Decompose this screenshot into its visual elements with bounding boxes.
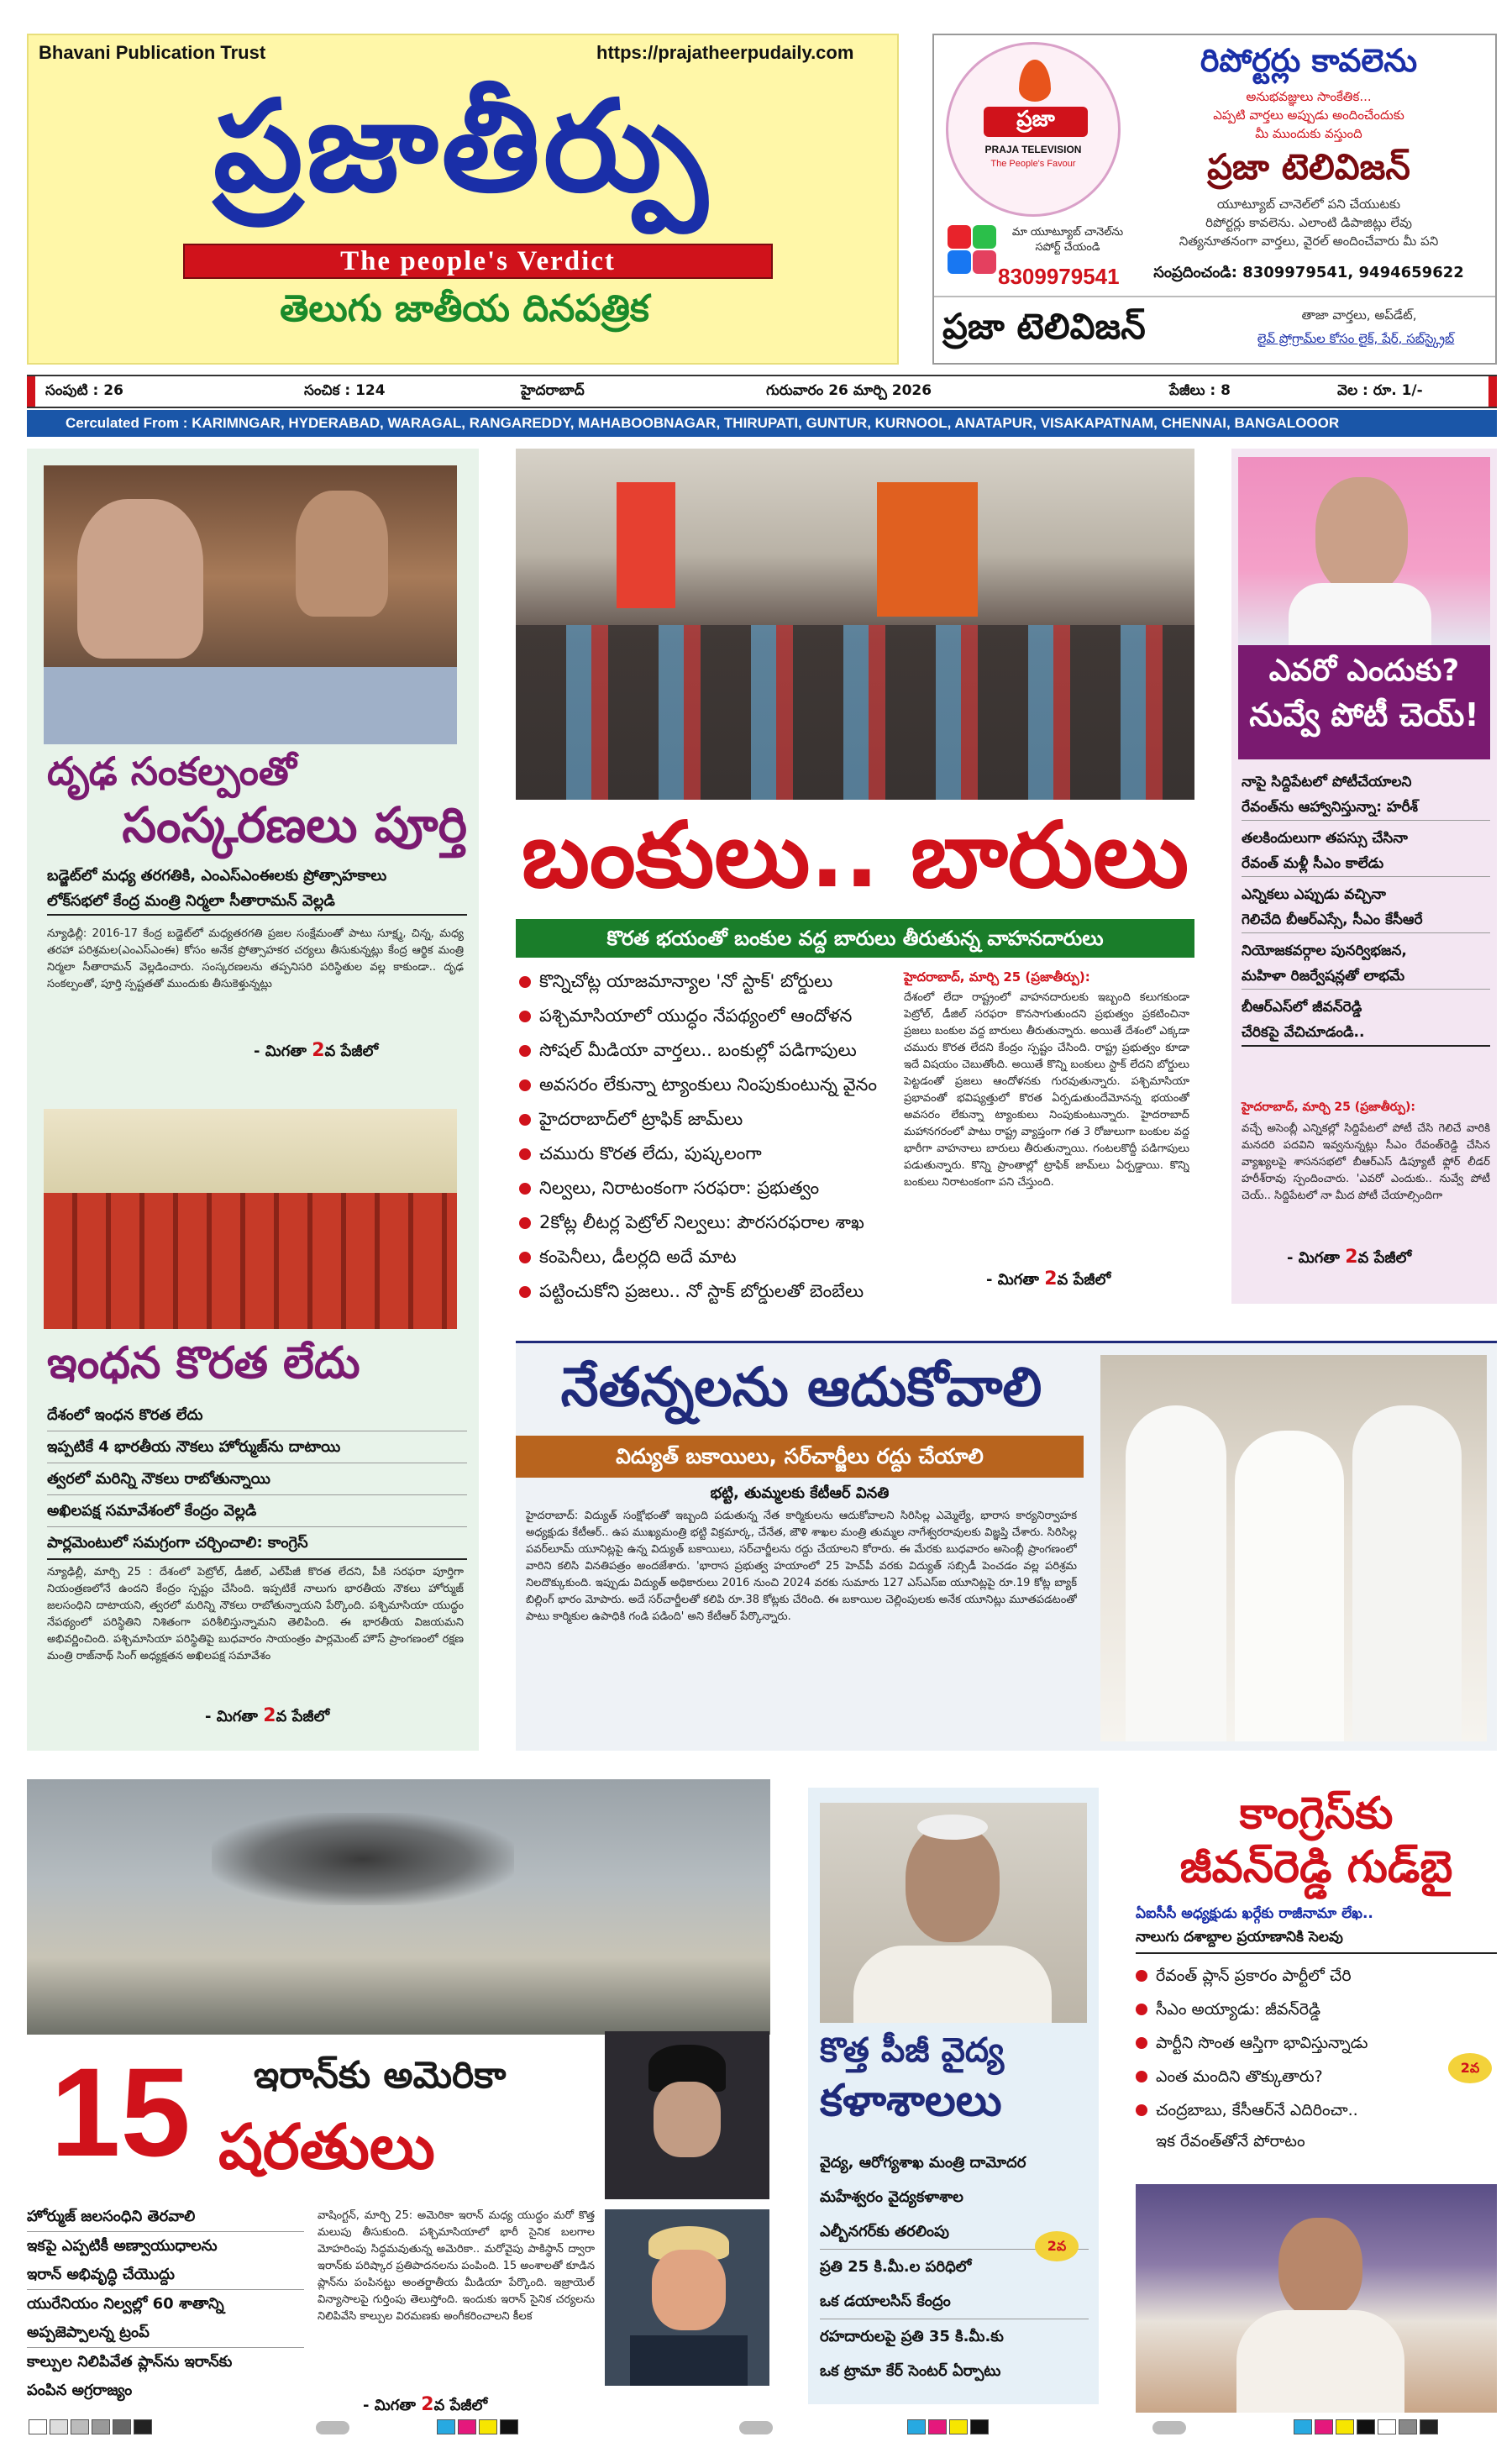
- lead-bullet: [519, 964, 889, 999]
- reg-square: [437, 2419, 455, 2434]
- lead-bullet-text: కొన్నిచోట్ల యాజమాన్యాల 'నో స్టాక్' బోర్డులు: [539, 971, 833, 991]
- youtube-icon: [948, 225, 971, 249]
- ad-headline: రిపోర్టర్లు కావలెను: [1200, 42, 1418, 79]
- circulation-text: Cerculated From : KARIMNGAR, HYDERABAD, WARAGAL, RANGAREDDY, MAHABOOBNAGAR, THIRUPATI, GUNTUR, KURNOOL, ANATAPUR, VISAKAPATNAM, CHENNAI, BANGALOOOR: [66, 415, 1340, 431]
- continued-suffix: వ పేజీలో: [276, 1708, 330, 1725]
- reg-square: [928, 2419, 947, 2434]
- shirt: [853, 1946, 1052, 2023]
- story5-sub: కాల్పుల నిలిపివేత ప్లాన్‌ను ఇరాన్‌కు: [27, 2353, 233, 2371]
- bullet-dot-icon: [519, 1286, 531, 1298]
- ad-lines: [1132, 87, 1485, 143]
- ad-support: మా యూట్యూబ్ చానెల్‌ను సపోర్ట్ చేయండి: [1011, 226, 1124, 254]
- continued-suffix: వ పేజీలో: [433, 2397, 488, 2414]
- ad-line: యూట్యూబ్ చానెల్‌లో పని చేయుటకు: [1216, 197, 1401, 212]
- ad-line: ఎప్పటి వార్తలు అప్పుడు అందించేందుకు: [1213, 108, 1404, 123]
- cylinder-rows: [44, 1193, 457, 1329]
- logo-tag: The People's Favour: [990, 159, 1076, 169]
- lead-bullets: [519, 964, 889, 1309]
- continued-num: 2: [1345, 1247, 1358, 1268]
- story7-bullet: [1136, 1993, 1497, 2026]
- publisher-name: Bhavani Publication Trust: [39, 42, 266, 63]
- story7-bullet-text: ఎంత మందిని తొక్కుతారు?: [1156, 2067, 1323, 2086]
- story6-line: ఒక డయాలసిస్ కేంద్రం: [820, 2284, 1089, 2319]
- lead-bullet-text: హైదరాబాద్‌లో ట్రాఫిక్ జామ్‌లు: [539, 1109, 743, 1129]
- lead-bullet-text: నిల్వలు, నిరాటంకంగా సరఫరా: ప్రభుత్వం: [539, 1178, 820, 1198]
- lead-bullet-text: కంపెనీలు, డీలర్లది అదే మాట: [539, 1247, 737, 1267]
- story6-line: వైద్య, ఆరోగ్యశాఖ మంత్రి దామోదర: [820, 2154, 1026, 2172]
- continued-prefix: - మిగతా: [205, 1708, 258, 1725]
- lead-bullet-text: చమురు కొరత లేదు, పుష్కలంగా: [539, 1143, 762, 1163]
- lead-title: బంకులు.. బారులు: [521, 803, 1189, 908]
- bullet-dot-icon: [1136, 2071, 1147, 2082]
- instagram-icon: [973, 250, 996, 274]
- story4-banner-text: విద్యుత్ బకాయిలు, సర్‌చార్జీలు రద్దు చేయాలి: [616, 1444, 984, 1468]
- story7-sub-2: నాలుగు దశాబ్దాల ప్రయాణానికి సెలవు: [1136, 1929, 1497, 1954]
- reg-square: [1399, 2419, 1417, 2434]
- ad-bottom-brand: ప్రజా టెలివిజన్: [942, 306, 1146, 347]
- story3-body: వచ్చే అసెంబ్లీ ఎన్నికల్లో సిద్దిపేటలో పోటీ చేసి గెలిచే వారికి మనదరి పదవిని ఇవ్వనున్నట్లు సీఎం రేవంత్‌రెడ్డి చేసిన వ్యాఖ్యలపై శాసనసభలో బీఆర్‌ఎస్ డిప్యూటీ ఫ్లోర్ లీడర్ హరీశ్‌రావు స్పందించారు. 'ఎవరో ఎందుకు.. నువ్వే పోటీ చెయ్.. సిద్దిపేటలో నా మీద పోటీ చేయాల్సిందిగా: [1242, 1122, 1490, 1202]
- story5-number: 15: [50, 2041, 191, 2182]
- figure-official: [296, 491, 388, 617]
- reg-square: [92, 2419, 110, 2434]
- smoke-plume: [212, 1813, 514, 1905]
- lead-bullet-text: పట్టించుకోని ప్రజలు.. నో స్టాక్ బోర్డులతో బెంబేలు: [539, 1281, 864, 1301]
- story5-kicker: ఇరాన్‌కు అమెరికా: [254, 2054, 507, 2097]
- dateline-accent-left: [27, 376, 35, 407]
- photo-harish-rao: [1238, 457, 1490, 645]
- story1-sub: లోక్‌సభలో కేంద్ర మంత్రి నిర్మలా సీతారామన్ వెల్లడి: [47, 889, 467, 916]
- story2-sub: పార్లమెంటులో సమగ్రంగా చర్చించాలి: కాంగ్రెస్: [47, 1527, 467, 1560]
- ad-line: రిపోర్టర్లు కావలెను. ఎలాంటి డిపాజిట్లు లేవు: [1205, 215, 1412, 230]
- story3-sub: మహిళా రిజర్వేషన్లతో లాభమే: [1242, 964, 1490, 990]
- story6-title-2: కళాశాలలు: [820, 2076, 1002, 2126]
- story7-bullets: [1136, 1959, 1497, 2156]
- tagline-telugu: తెలుగు జాతీయ దినపత్రిక: [280, 287, 649, 330]
- desk-band: [44, 667, 457, 744]
- reg-square: [1294, 2419, 1312, 2434]
- registration-dot: [739, 2421, 773, 2434]
- masthead: [27, 34, 899, 365]
- reg-square: [458, 2419, 476, 2434]
- photo-trump: [605, 2209, 769, 2386]
- reg-square: [134, 2419, 152, 2434]
- crowd-riders: [516, 625, 1194, 800]
- story7-title-1: కాంగ్రెస్‌కు: [1239, 1788, 1394, 1839]
- story4-title: నేతన్నలను ఆదుకోవాలి: [560, 1357, 1042, 1419]
- photo-gas-cylinders: [44, 1109, 457, 1329]
- ad-bottom-right-1: తాజా వార్తలు, అప్‌డేట్,: [1301, 307, 1417, 323]
- lead-bullet-text: అవసరం లేకున్నా ట్యాంకులు నింపుకుంటున్న వైనం: [539, 1074, 878, 1095]
- story5-sub: పంపిన అగ్రరాజ్యం: [27, 2382, 133, 2399]
- figure-center: [1235, 1431, 1344, 1741]
- whatsapp-icon: [973, 225, 996, 249]
- lead-bullet: [519, 999, 889, 1033]
- continued-prefix: - మిగతా: [363, 2397, 416, 2414]
- reg-square: [71, 2419, 89, 2434]
- story6-line: రహదారులపై ప్రతి 35 కి.మీ.కు: [820, 2328, 1004, 2345]
- photo-nirmala-sitharaman: [44, 465, 457, 744]
- story2-sub: ఇప్పటికే 4 భారతీయ నౌకలు హోర్ముజ్‌ను దాటాయి: [47, 1431, 467, 1463]
- lead-bullet: [519, 1068, 889, 1102]
- story3-sub: గెలిచేది బీఆర్‌ఎస్సే, సీఎం కేసీఆరే: [1242, 907, 1490, 933]
- story7-bullet-text: ఇక రేవంత్‌తోనే పోరాటం: [1156, 2132, 1305, 2151]
- story2-subs: [47, 1400, 467, 1560]
- newspaper-title: ప్రజాతీర్పు: [213, 74, 711, 220]
- story5-sub: ఇకపై ఎప్పటికీ అణ్వాయుధాలను: [27, 2237, 218, 2255]
- lead-bullet: [519, 1102, 889, 1137]
- page-count: పేజీలు : 8: [1169, 382, 1231, 399]
- bullet-dot-icon: [1136, 2004, 1147, 2015]
- continued-num: 2: [1044, 1268, 1058, 1289]
- story1-title-2: సంస్కరణలు పూర్తి: [122, 796, 467, 853]
- story3-sub: చేరికపై వేచిచూడండి..: [1242, 1020, 1490, 1047]
- bullet-dot-icon: [519, 1183, 531, 1195]
- story6-line: ఎల్బీనగర్‌కు తరలింపు: [820, 2214, 1089, 2250]
- photo-damodara: [820, 1803, 1087, 2023]
- circulation-bar: [27, 410, 1497, 437]
- story6-line: ఒక ట్రామా కేర్ సెంటర్ ఏర్పాటు: [820, 2362, 1001, 2380]
- logo-brand: ప్రజా: [984, 107, 1088, 137]
- story3-sub: ఎన్నికలు ఎప్పుడు వచ్చినా: [1242, 886, 1386, 903]
- story7-bullet: [1136, 1959, 1497, 1993]
- story3-sub: తలకిందులుగా తపస్సు చేసినా: [1242, 830, 1408, 847]
- bullet-dot-icon: [519, 1217, 531, 1229]
- lead-banner-text: కొరత భయంతో బంకుల వద్ద బారులు తీరుతున్న వాహనదారులు: [606, 927, 1104, 950]
- photo-petrol-bunk-queue: [516, 449, 1194, 800]
- bullet-dot-icon: [1136, 2104, 1147, 2116]
- story3-sub: రేవంత్‌ను ఆహ్వానిస్తున్నా: హరీశ్: [1242, 795, 1490, 821]
- story1-continued: [254, 1040, 378, 1064]
- ad-line: మీ ముందుకు వస్తుంది: [1255, 126, 1362, 141]
- story3-title-2: నువ్వే పోటీ చెయ్!: [1249, 696, 1479, 733]
- story5-sub: హోర్ముజ్ జలసంధిని తెరవాలి: [27, 2203, 304, 2232]
- ad-phone[interactable]: 8309979541: [998, 264, 1120, 289]
- continued-suffix: వ పేజీలో: [1357, 1249, 1412, 1267]
- reg-square: [1378, 2419, 1396, 2434]
- reg-square: [113, 2419, 131, 2434]
- issue: సంచిక : 124: [304, 382, 386, 399]
- lead-bullet: [519, 1137, 889, 1171]
- registration-dot: [1152, 2421, 1186, 2434]
- story6-page-ref: 2వ: [1047, 2238, 1067, 2254]
- face: [652, 2250, 726, 2330]
- reporter-ad: [932, 34, 1497, 365]
- story3-subs: [1242, 769, 1490, 1047]
- registration-marks-right: [1294, 2419, 1441, 2438]
- story6-line: మహేశ్వరం వైద్యకళాశాల: [820, 2188, 963, 2206]
- story5-subs: [27, 2203, 304, 2405]
- story7-page-ref: 2వ: [1460, 2060, 1480, 2076]
- continued-suffix: వ పేజీలో: [324, 1043, 379, 1060]
- story5-sub: ఇరాన్ అభివృద్ధి చేయొద్దు: [27, 2261, 304, 2290]
- reg-square: [500, 2419, 518, 2434]
- figure-speaker: [77, 499, 203, 659]
- figure-shirt: [1289, 583, 1431, 645]
- registration-dot: [316, 2421, 349, 2434]
- figure-harish: [1315, 477, 1408, 595]
- dateline-bar: [27, 375, 1497, 408]
- reg-square: [29, 2419, 47, 2434]
- lead-bullet: [519, 1171, 889, 1205]
- lead-bullet: [519, 1033, 889, 1068]
- story3-sub: బీఆర్‌ఎస్‌లో జీవన్‌రెడ్డి: [1242, 999, 1362, 1016]
- continued-prefix: - మిగతా: [1287, 1249, 1340, 1267]
- bullet-dot-icon: [519, 1011, 531, 1022]
- story7-title-2: జీవన్‌రెడ్డి గుడ్‌బై: [1179, 1842, 1453, 1893]
- ad-brand-name: ప్రజా టెలివిజన్: [1207, 146, 1410, 187]
- dateline-accent-right: [1488, 376, 1497, 407]
- bullet-dot-icon: [1136, 2037, 1147, 2049]
- bullet-dot-icon: [519, 1079, 531, 1091]
- registration-marks-cmyk-1: [437, 2419, 521, 2438]
- story2-title: ఇంధన కొరత లేదు: [47, 1338, 360, 1389]
- story3-dateline: హైదరాబాద్, మార్చి 25 (ప్రజాతీర్పు):: [1242, 1100, 1415, 1114]
- story7-bullet-text: రేవంత్ ప్లాన్ ప్రకారం పార్టీలో చేరి: [1156, 1967, 1352, 1985]
- reg-square: [1336, 2419, 1354, 2434]
- story7-bullet: [1136, 2093, 1497, 2127]
- photo-iran-leader: [605, 2031, 769, 2199]
- story-fuel-shortage: [27, 1094, 479, 1751]
- story4-sub: భట్టి, తుమ్మలకు కేటీఆర్ వినతి: [710, 1484, 890, 1502]
- lead-bullet: [519, 1240, 889, 1274]
- story3-sub: నియోజకవర్గాల పునర్విభజన,: [1242, 943, 1407, 959]
- ad-line: నిత్యనూతనంగా వార్తలు, వైరల్ అందించేవారు మీ పని: [1179, 234, 1439, 249]
- continued-num: 2: [263, 1705, 276, 1726]
- story-iran-conditions: [27, 1779, 774, 2429]
- ad-contact: సంప్రదించండి: 8309979541, 9494659622: [1153, 264, 1464, 281]
- figure-right: [1352, 1405, 1462, 1741]
- lead-banner: [516, 919, 1194, 958]
- reg-square: [1420, 2419, 1438, 2434]
- website-url[interactable]: https://prajatheerpudaily.com: [596, 42, 854, 63]
- story-harish-rao: [1231, 449, 1497, 1304]
- registration-marks-cmyk-2: [907, 2419, 991, 2438]
- story1-subs: [47, 864, 467, 916]
- story-lead-fuel-queues: [516, 449, 1194, 1304]
- issue-date: గురువారం 26 మార్చి 2026: [766, 382, 932, 399]
- reg-square: [949, 2419, 968, 2434]
- lead-bullet-text: 2కోట్ల లీటర్ల పెట్రోల్ నిల్వలు: పౌరసరఫరాల శాఖ: [539, 1212, 864, 1232]
- story-budget: [27, 449, 479, 1094]
- story1-sub: బడ్జెట్‌లో మధ్య తరగతికి, ఎంఎస్‌ఎంఈలకు ప్రోత్సాహకాలు: [47, 867, 387, 885]
- story5-sub: యురేనియం నిల్వల్లో 60 శాతాన్ని: [27, 2295, 224, 2313]
- story-weavers: [516, 1341, 1497, 1751]
- app-icons: [948, 225, 998, 276]
- photo-ktr-meeting: [1100, 1355, 1487, 1741]
- story3-sub: నాపై సిద్దిపేటలో పోటీచేయాలని: [1242, 774, 1412, 790]
- continued-prefix: - మిగతా: [254, 1043, 307, 1060]
- story1-title-1: దృఢ సంకల్పంతో: [47, 748, 297, 794]
- face: [906, 1825, 1000, 1942]
- story6-page-badge: [1035, 2231, 1079, 2261]
- story4-body: హైదరాబాద్: విద్యుత్ సంక్షోభంతో ఇబ్బంది పడుతున్న నేత కార్మికులను ఆదుకోవాలని సిరిసిల్ల ఎమ్మెల్యే, భారాస కార్యనిర్వాహక అధ్యక్షుడు కేటీఆర్.. ఉప ముఖ్యమంత్రి భట్టి విక్రమార్క, చేనేత, జౌళి శాఖల మంత్రి తుమ్మల నాగేశ్వరరావులకు విజ్ఞప్తి చేశారు. సిరిసిల్ల పవర్‌లూమ్ యూనిట్లపై ఉన్న విద్యుత్ బకాయిలు, సర్‌చార్జీలను రద్దు చేయాలని కోరారు. ఈ మేరకు బుధవారం అసెంబ్లీ ప్రాంగణంలో వారిని కలిసి వినతిపత్రం అందజేశారు. 'భారాస ప్రభుత్వ హయాంలో 25 హెచ్‌పీ వరకు విద్యుత్ సబ్సిడీ పెంచడం వల్ల పరిశ్రమ నిలదొక్కుకుంది. ఇప్పుడు విద్యుత్ అధికారులు 2016 నుంచి 2024 వరకు సుమారు 127 ఎస్‌ఎస్‌ఐ యూనిట్లపై రూ.19 కోట్ల బ్యాక్ బిల్లింగ్ భారం మోపారు. అదే సర్‌చార్జీలతో కలిపి రూ.38 కోట్లకు చేరింది. ఈ బకాయిల చెల్లింపులకు అనేక యూనిట్లు మూతపడటంతో పాటు కార్మికుల ఉపాధికి గండి పడింది' అని కేటీఆర్ పేర్కొన్నారు.: [526, 1510, 1077, 1623]
- continued-num: 2: [312, 1040, 325, 1061]
- story2-sub: అఖిలపక్ష సమావేశంలో కేంద్రం వెల్లడి: [47, 1495, 467, 1527]
- face: [654, 2082, 721, 2157]
- story6-line: ప్రతి 25 కి.మీ.ల పరిధిలో: [820, 2258, 972, 2276]
- story3-title-1: ఎవరో ఎందుకు?: [1268, 654, 1460, 688]
- volume: సంపుటి : 26: [45, 382, 123, 399]
- lead-body: దేశంలో లేదా రాష్ట్రంలో వాహనదారులకు ఇబ్బంది కలుగకుండా పెట్రోల్, డీజిల్ సరఫరా కొనసాగుతుందని ప్రభుత్వం ప్రకటించినా ప్రజలు బంకుల వద్ద బారులు తీరుతున్నారు. అయితే దేశంలో ఎక్కడా చమురు కొరత లేదని కేంద్రం స్పష్టం చేసింది. రాష్ట్ర ప్రభుత్వం కూడా ఇదే విషయం చెబుతోంది. అయితే కొన్ని బంకులు స్టాక్ లేదని బోర్డులు పెట్టడంతో ప్రజలు ఆందోళనకు గురవుతున్నారు. పశ్చిమాసియా ప్రభావంతో భవిష్యత్తులో కొరత ఏర్పడుతుందేమోనన్న భయంతో అవసరం లేకున్నా ట్యాంకులు నింపుకుంటున్నారు. హైదరాబాద్ మహానగరంలో పాటు రాష్ట్ర వ్యాప్తంగా గత 3 రోజులుగా బంకుల వద్ద భారీగా వాహనాలు బారులు తీరుతున్నాయి. గంటలకొద్దీ పడిగాపులు పడుతున్నారు. కొన్ని ప్రాంతాల్లో ట్రాఫిక్ జామ్‌లు ఏర్పడ్డాయి. కొన్ని బంకులు నిరాటంకంగా పని చేస్తుంది.: [904, 991, 1189, 1189]
- reg-square: [479, 2419, 497, 2434]
- lead-bullet-text: సోషల్ మీడియా వార్తలు.. బంకుల్లో పడిగాపులు: [539, 1040, 857, 1060]
- story5-body: వాషింగ్టన్, మార్చి 25: అమెరికా ఇరాన్ మధ్య యుద్ధం మరో కొత్త మలుపు తీసుకుంది. పశ్చిమాసియాలో భారీ సైనిక బలగాల మోహరింపు సిద్ధమవుతున్న అమెరికా.. మరోవైపు పాకిస్థాన్ ద్వారా ఇరాన్‌కు పరిష్కార ప్రతిపాదనలను పంపింది. 15 అంశాలతో కూడిన ప్లాన్‌ను పంపినట్టు అంతర్జాతీయ మీడియా పేర్కొంది. ఇజ్రాయెల్ విన్యాసాలపై గుర్తింపు తెలుస్తోంది. ఇందుకు ఇరాన్ సైనిక చర్యలను నిలిపివేసి కాల్పుల విరమణకు అంగీకరించాలని కీలక: [318, 2209, 595, 2323]
- story7-bullet: [1136, 2026, 1497, 2060]
- suit: [630, 2335, 748, 2386]
- story-jeevan-reddy: [1136, 1779, 1497, 2418]
- story5-title: షరతులు: [218, 2111, 435, 2183]
- reg-square: [1315, 2419, 1333, 2434]
- lead-bullet-text: పశ్చిమాసియాలో యుద్ధం నేపథ్యంలో ఆందోళన: [539, 1006, 853, 1026]
- praja-tv-logo: [946, 42, 1121, 217]
- story7-bullet-text: సీఎం అయ్యాడు: జీవన్‌రెడ్డి: [1156, 2000, 1321, 2019]
- story2-sub: త్వరలో మరిన్ని నౌకలు రాబోతున్నాయి: [47, 1463, 467, 1495]
- story3-sub: రేవంత్ మళ్లీ సీఎం కాలేడు: [1242, 851, 1490, 877]
- reg-square: [1357, 2419, 1375, 2434]
- story5-sub: అప్పజెప్పాలన్న ట్రంప్: [27, 2319, 304, 2348]
- story2-sub: దేశంలో ఇంధన కొరత లేదు: [47, 1400, 467, 1431]
- shirt: [1236, 2310, 1404, 2413]
- story3-title-box: [1238, 645, 1490, 759]
- story5-continued: [363, 2394, 487, 2418]
- story6-lines: [820, 2145, 1089, 2388]
- tagline-english: [183, 244, 773, 279]
- lead-bullet: [519, 1205, 889, 1240]
- photo-city-smoke: [27, 1779, 770, 2035]
- ad-bottom-right-2: లైవ్ ప్రోగ్రామ్‌ల కోసం లైక్, షేర్, సబ్‌స్క్రైబ్: [1257, 331, 1455, 346]
- story1-body: న్యూఢిల్లీ: 2016-17 కేంద్ర బడ్జెట్‌లో మధ్యతరగతి ప్రజల సంక్షేమంతో పాటు సూక్ష్మ, చిన్న, మధ్య తరహా పరిశ్రమల(ఎంఎస్‌ఎంఈ) కోసం అనేక ప్రోత్సాహకర చర్యలు తీసుకున్నట్లు కేంద్ర ఆర్థిక మంత్రి నిర్మలా సీతారామన్ వెల్లడించారు. సంస్కరణలను తప్పనిసరి పరిస్థితుల వల్ల కాకుండా.. దృఢ సంకల్పంతో, పూర్తి స్పష్టతతో ముందుకు తీసుకెళ్తున్నట్లు: [47, 927, 464, 990]
- registration-marks-left: [29, 2419, 155, 2438]
- figure-left: [1126, 1405, 1226, 1741]
- story7-bullet-text: చంద్రబాబు, కేసీఆర్‌నే ఎదిరించా..: [1156, 2101, 1358, 2119]
- ad-bottom-bar: [934, 296, 1495, 363]
- story6-title-1: కొత్త పీజీ వైద్య: [820, 2031, 1005, 2070]
- bullet-dot-icon: [519, 1252, 531, 1263]
- tagline-english-text: The people's Verdict: [340, 246, 616, 276]
- bullet-dot-icon: [519, 1114, 531, 1126]
- bullet-dot-icon: [519, 976, 531, 988]
- ad-lines-2: [1132, 195, 1485, 250]
- story-pg-medical: [808, 1788, 1099, 2404]
- reg-square: [970, 2419, 989, 2434]
- city: హైదరాబాద్: [521, 382, 585, 399]
- story2-body: న్యూఢిల్లీ, మార్చి 25 : దేశంలో పెట్రోల్, డీజిల్, ఎల్‌పీజీ కొరత లేదని, పీకి సరఫరా పూర్తిగా నియంత్రణలోనే ఉందని కేంద్రం స్పష్టం చేసింది. ఇప్పటికే నాలుగు భారతీయ నౌకలు హోర్ముజ్ జలసంధిని దాటాయని, త్వరలో మరిన్ని నౌకలు రాబోతున్నాయని పేర్కొంది. పశ్చిమాసియా యుద్ధం నేపథ్యంలో పరిస్థితిని నిశితంగా పరిశీలిస్తున్నామని తెలిపింది. ఈ భారతీయ విజయమని అభివర్ణించింది. పశ్చిమాసియా పరిస్థితిపై బుధవారం సాయంత్రం పార్లమెంట్ హౌస్ ప్రాంగణంలో రక్షణ మంత్రి రాజ్‌నాథ్ సింగ్ అధ్యక్షతన అఖిలపక్ష సమావేశం: [47, 1566, 464, 1662]
- reg-square: [907, 2419, 926, 2434]
- story4-banner: [516, 1436, 1084, 1478]
- continued-prefix: - మిగతా: [986, 1271, 1039, 1289]
- lead-dateline: హైదరాబాద్, మార్చి 25 (ప్రజాతీర్పు):: [904, 969, 1090, 985]
- bullet-dot-icon: [519, 1148, 531, 1160]
- reg-square: [50, 2419, 68, 2434]
- hair: [917, 1815, 988, 1840]
- story7-bullet-cont: [1136, 2127, 1497, 2156]
- lead-bullet: [519, 1274, 889, 1309]
- story3-continued: [1287, 1247, 1411, 1270]
- story2-continued: [205, 1705, 329, 1729]
- pump-right: [877, 482, 978, 617]
- lead-continued: [986, 1268, 1110, 1292]
- bullet-dot-icon: [519, 1045, 531, 1057]
- story7-bullet: [1136, 2060, 1497, 2093]
- continued-num: 2: [421, 2394, 434, 2415]
- photo-jeevan-reddy: [1136, 2184, 1497, 2413]
- logo-sub: PRAJA TELEVISION: [984, 144, 1082, 155]
- flame-icon: [1019, 60, 1051, 102]
- bullet-dot-icon: [1136, 1970, 1147, 1982]
- face: [1278, 2218, 1362, 2319]
- story7-page-badge: [1448, 2053, 1492, 2083]
- price: వెల : రూ. 1/-: [1337, 382, 1423, 399]
- pump-left: [617, 482, 675, 608]
- story7-bullet-text: పార్టీని సొంత ఆస్తిగా భావిస్తున్నాడు: [1156, 2034, 1368, 2052]
- facebook-icon: [948, 250, 971, 274]
- story7-sub-1: ఏఐసీసీ అధ్యక్షుడు ఖర్గేకు రాజీనామా లేఖ..: [1136, 1905, 1373, 1922]
- ad-line: అనుభవజ్ఞులు సాంకేతిక...: [1246, 89, 1372, 104]
- continued-suffix: వ పేజీలో: [1057, 1271, 1111, 1289]
